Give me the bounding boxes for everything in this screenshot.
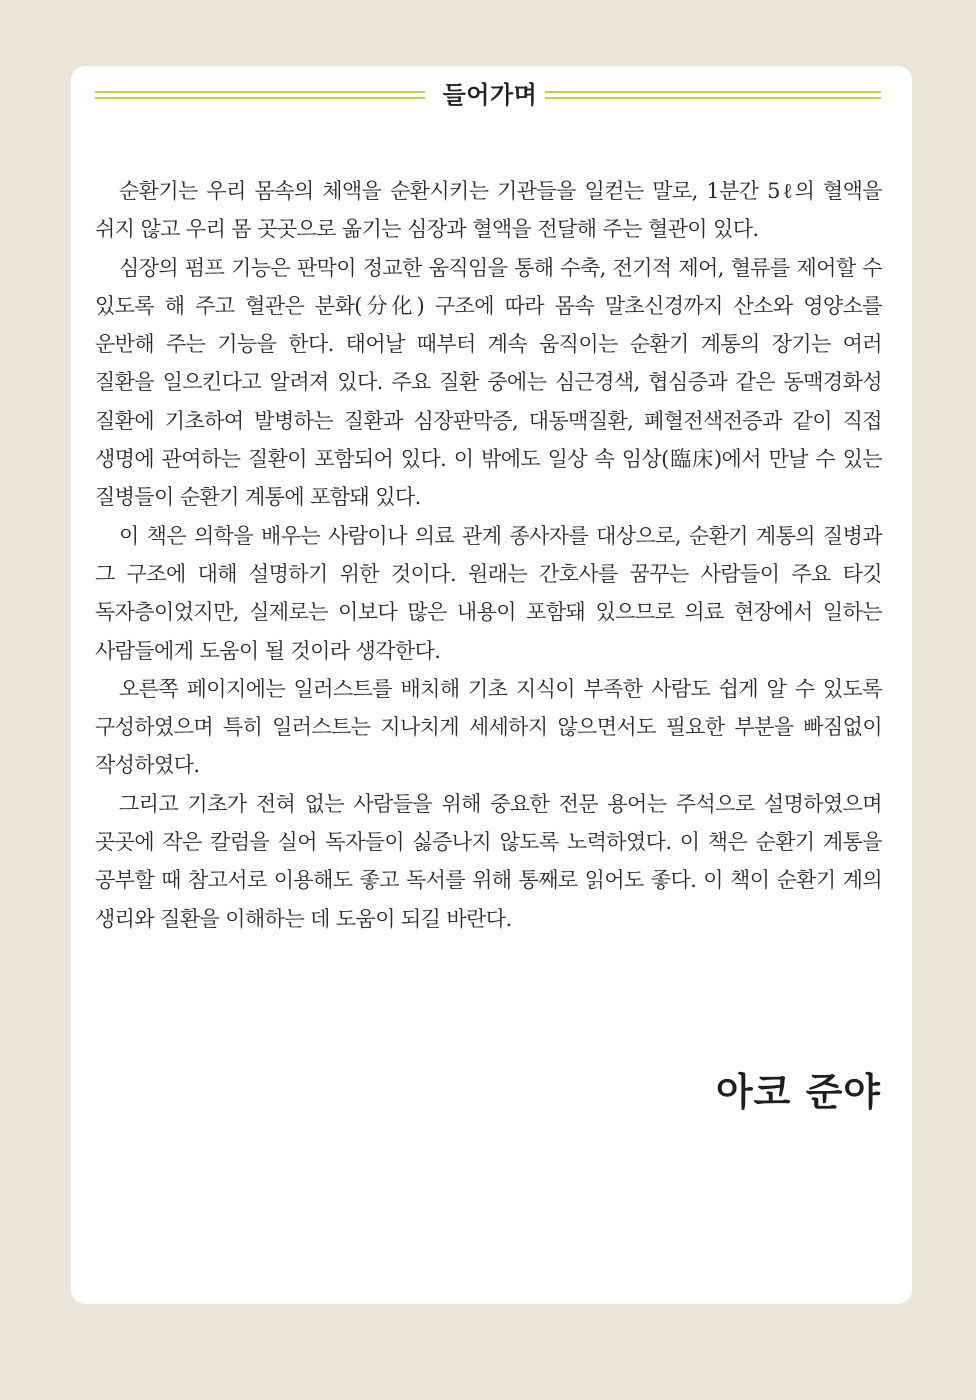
header-rule-right (545, 91, 881, 100)
author-name: 아코 준야 (715, 1070, 881, 1114)
paragraph: 순환기는 우리 몸속의 체액을 순환시키는 기관들을 일컫는 말로, 1분간 5ℓ의 혈액을 쉬지 않고 우리 몸 곳곳으로 옮기는 심장과 혈액을 전달해 주는 혈관이 있다. (95, 179, 882, 242)
paragraph: 오른쪽 페이지에는 일러스트를 배치해 기초 지식이 부족한 사람도 쉽게 알 수 있도록 구성하였으며 특히 일러스트는 지나치게 세세하지 않으면서도 필요한 부분을 빠짐없이 작성하였다. (95, 676, 882, 778)
page-title: 들어가며 (442, 81, 538, 109)
page-card (71, 66, 912, 1304)
paragraph: 심장의 펌프 기능은 판막이 정교한 움직임을 통해 수축, 전기적 제어, 혈류를 제어할 수 있도록 해 주고 혈관은 분화(分化) 구조에 따라 몸속 말초신경까지 산소와 영양소를 운반해 주는 기능을 한다. 태어날 때부터 계속 움직이는 순환기 계통의 장기는 여러 질환을 일으킨다고 알려져 있다. 주요 질환 중에는 심근경색, 협심증과 같은 동맥경화성 질환에 기초하여 발병하는 질환과 심장판막증, 대동맥질환, 폐혈전색전증과 같이 직접 생명에 관여하는 질환이 포함되어 있다. 이 밖에도 일상 속 임상(臨床)에서 만날 수 있는 질병들이 순환기 계통에 포함돼 있다. (95, 255, 882, 510)
body-text (95, 172, 882, 938)
paragraph: 그리고 기초가 전혀 없는 사람들을 위해 중요한 전문 용어는 주석으로 설명하였으며 곳곳에 작은 칼럼을 실어 독자들이 싫증나지 않도록 노력하였다. 이 책은 순환기 계통을 공부할 때 참고서로 이용해도 좋고 독서를 위해 통째로 읽어도 좋다. 이 책이 순환기 계의 생리와 질환을 이해하는 데 도움이 되길 바란다. (95, 791, 882, 931)
header-rule-left (95, 91, 425, 100)
paragraph: 이 책은 의학을 배우는 사람이나 의료 관계 종사자를 대상으로, 순환기 계통의 질병과 그 구조에 대해 설명하기 위한 것이다. 원래는 간호사를 꿈꾸는 사람들이 주요 타깃 독자층이었지만, 실제로는 이보다 많은 내용이 포함돼 있으므로 의료 현장에서 일하는 사람들에게 도움이 될 것이라 생각한다. (95, 523, 882, 663)
section-header (95, 78, 881, 114)
